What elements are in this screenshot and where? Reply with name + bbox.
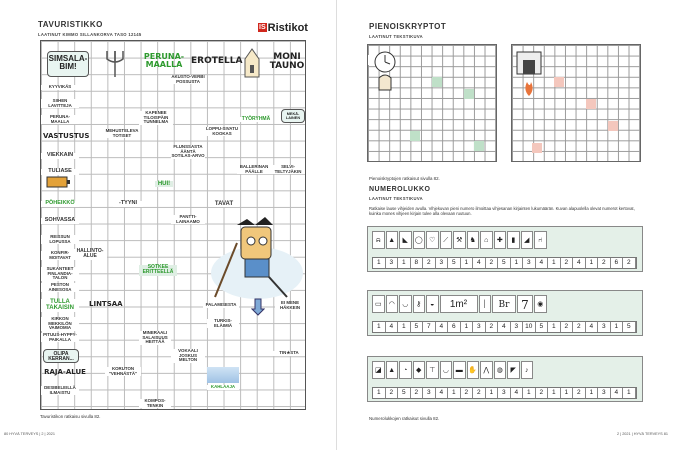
clue-tulla-takaisin: TULLA TAKAISIN — [41, 299, 79, 312]
clue-vastustus: VASTUSTUS — [43, 132, 90, 140]
key-icon: ⚷ — [413, 295, 426, 313]
map-icon: ▲ — [386, 231, 399, 249]
clue-peruna: PERUNA-MAALLA — [143, 52, 185, 69]
church-icon — [241, 47, 263, 79]
clue-tyyni: -TYYNI — [113, 201, 143, 207]
number-row-3[interactable]: 1 2 5 2 3 4 1 2 2 1 3 4 1 2 1 1 2 1 3 4 1 — [372, 387, 637, 399]
bucket-icon: ◡ — [399, 295, 412, 313]
brand-logo: IS Ristikot — [259, 22, 308, 34]
kryptot-title: PIENOISKRYPTOT — [369, 22, 447, 31]
kryptot-subtitle: LAATINUT TEKSTIKUVA — [369, 34, 423, 39]
house-icon: ⌂ — [480, 231, 493, 249]
clue-hui: HUI! — [155, 181, 173, 187]
cheese-block-icon: ◪ — [372, 361, 385, 379]
clue-lintsaa: LINTSAA — [89, 300, 123, 308]
bottle-icon: ▮ — [507, 231, 520, 249]
numerolukko-subtitle: LAATINUT TEKSTIKUVA — [369, 196, 423, 201]
clue-turkiselaimia: TURKIS-ELÄIMIÄ — [207, 319, 239, 328]
water-image — [207, 367, 239, 383]
clue-reissun: REISSUN LOPUSSA — [41, 235, 79, 244]
clue-selvitelty: SELVI-TELTYJÄKIN — [271, 165, 305, 174]
clue-pituushyppy: PITUUS-HYPPY-PAIKALLA — [41, 333, 79, 342]
number-row-1[interactable]: 1 3 1 8 2 3 5 1 4 2 5 1 3 4 1 2 4 1 2 6 2 — [372, 257, 637, 269]
numerolukko-3[interactable] — [367, 356, 643, 402]
ruler-icon: ▭ — [372, 295, 385, 313]
dolphin-icon: ◠ — [386, 295, 399, 313]
tool-icon: ⟋ — [440, 231, 453, 249]
clue-ei-mene: EI MENE HÄKKEIN — [275, 301, 305, 310]
clue-kyyvikas: KYYVIKÄS — [41, 85, 79, 90]
numerolukko-instructions: Ratkaise lause vihjeiden avulla. Vihjekuvan pieni numero ilmoittaa vihjesanan kirjainten lukumäärän. Kuvan alapuolella olevat numerot kertovat, kuinka mones vihjeen kirjain tulee alla olevaan ruutuun. — [369, 206, 635, 217]
clue-konfirmoitavat: KONFIR-MOITAVAT — [41, 251, 79, 260]
clue-flunssasta: FLUNSSASTA ÄÄNTÄ SOTILAS-ARVO — [171, 144, 205, 159]
clue-panttilainaamo: PANTTI-LAINAAMO — [171, 215, 205, 224]
clue-raja-alue: RAJA-ALUE — [44, 368, 86, 376]
cross-icon: ✚ — [494, 231, 507, 249]
character-illustration — [207, 213, 307, 303]
number-seven-symbol: 7 — [517, 295, 533, 313]
ring-icon: ◯ — [413, 231, 426, 249]
right-page — [337, 0, 674, 450]
solution-note: Tavuristikon ratkaisu sivulla 82. — [40, 414, 101, 419]
clue-peston: PESTON AINESOSA — [41, 283, 79, 292]
clue-peruna-maalla: PERUNA-MAALLA — [41, 115, 79, 124]
clue-sohvassa: SOHVASSA — [41, 218, 79, 224]
clue-olipa-kerran: OLIPA KERRAN... — [43, 349, 79, 363]
speech-bubble: SIMSALA-BIM! — [47, 51, 89, 77]
clue-erotella: EROTELLA — [191, 56, 243, 66]
cheese-icon: ◒ — [426, 295, 439, 313]
stool-icon: ⊤ — [426, 361, 439, 379]
fish-icon: ◆ — [413, 361, 426, 379]
numerolukko-note: Numerolukkojen ratkaisut sivulla 82. — [369, 416, 440, 421]
arrow-down-icon — [251, 297, 265, 317]
fireplace-icon — [515, 48, 543, 98]
page-subtitle: LAATINUT KIMMO SILLANKORVA TASO 12145 — [38, 32, 142, 37]
clue-mineraali: MINERAALI SALAISUUS HEITTÄÄ — [139, 331, 171, 345]
clue-siihen: SIIHEN LAVITTEJA — [41, 99, 79, 108]
glove-icon: ✋ — [467, 361, 480, 379]
pot-icon: ◍ — [494, 361, 507, 379]
bromine-symbol: Br — [492, 295, 516, 313]
owl-icon: ◉ — [534, 295, 547, 313]
battery-icon — [45, 173, 71, 189]
clue-kompostenkin: KOMPOS-TENKIN — [139, 399, 171, 408]
clue-loppusivatu: LOPPU-SIVATU KOOKAS — [205, 126, 239, 136]
dog-icon: ♞ — [467, 231, 480, 249]
clue-kapenee: KAPENEE TILOISPÄIN TUNNELMA — [139, 111, 173, 125]
clue-desibeleilla: DESIBELEILLÄ ILMAISTU — [41, 386, 79, 395]
lips-icon: ◡ — [440, 361, 453, 379]
clue-kahlaaja: KAHLAAJA — [207, 385, 239, 390]
clock-icon — [371, 48, 399, 92]
clue-akusto: AKUSTO-VERBI POSSUSTA — [171, 74, 205, 84]
clue-sukanteet: SUKANTEET FINLANDIA-TALON — [41, 267, 79, 281]
clue-koruton: KORUTON "VEHNÄSTÄ" — [105, 367, 141, 376]
crossword-grid[interactable] — [40, 40, 306, 410]
numerolukko-title: NUMEROLUKKO — [369, 186, 431, 193]
compass-icon: ⋀ — [480, 361, 493, 379]
clue-poheikko: PÖHEIKKÖ — [41, 201, 79, 207]
guitar-icon: ♪ — [521, 361, 534, 379]
page-title: TAVURISTIKKO — [38, 20, 103, 29]
kryptot-note: Pienoiskryptojen ratkaisut sivulla 82. — [369, 176, 440, 181]
page-footer: 80 HYVÄ TERVEYS | 2 | 2021 — [4, 432, 56, 436]
chair-icon: ⑁ — [534, 231, 547, 249]
clue-tyoryhma: TYÖRYHMÄ — [239, 117, 273, 122]
flag-icon: ◤ — [507, 361, 520, 379]
hammer-icon: ⚒ — [453, 231, 466, 249]
needle-icon: │ — [479, 295, 492, 313]
clue-tuliase: TULIASE — [41, 169, 79, 175]
numerolukko-2[interactable] — [367, 290, 643, 336]
clue-mehusteleva: MEHUSTELEVA TOTISET — [105, 128, 139, 138]
clue-vokaali: VOKAALI JOSKUS MELTON — [171, 349, 205, 363]
stamp-icon: ▲ — [386, 361, 399, 379]
clue-ballerinan: BALLERINAN PÄÄLLE — [237, 165, 271, 174]
clue-hallintoalue: HALLINTO-ALUE — [73, 249, 107, 260]
pitchfork-icon — [101, 47, 129, 79]
clue-mekalainen: MEKÄ-LAINEN — [281, 109, 305, 123]
number-row-2[interactable]: 1 4 1 5 7 4 6 1 3 2 4 3 10 5 1 2 2 4 3 1 5 — [372, 321, 637, 333]
bell-icon: ⍾ — [372, 231, 385, 249]
clue-sotkee: SOTKEE ERITTEELLÄ — [139, 265, 177, 276]
clue-kirkon: KIRKON MEKKILÖN VAIMOMIA — [41, 317, 79, 331]
clue-moni-tauno: MONI TAUNO — [269, 52, 305, 71]
boot-icon: ◢ — [521, 231, 534, 249]
clue-palamisesta: PALAMISESTA — [203, 303, 239, 308]
numerolukko-1[interactable] — [367, 226, 643, 272]
shoe-icon: ◣ — [399, 231, 412, 249]
clue-tinsta: TIN★STA — [273, 351, 305, 356]
square-meter-symbol: 1m² — [440, 295, 478, 313]
bread-icon: ▬ — [453, 361, 466, 379]
clue-tavat: TAVAT — [209, 201, 239, 207]
page-footer-right: 2 | 2021 | HYVÄ TERVEYS 81 — [616, 432, 668, 436]
clue-viekkain: VIEKKAIN — [41, 153, 79, 159]
heart-icon: ♡ — [426, 231, 439, 249]
palette-icon: ◔ — [399, 361, 412, 379]
